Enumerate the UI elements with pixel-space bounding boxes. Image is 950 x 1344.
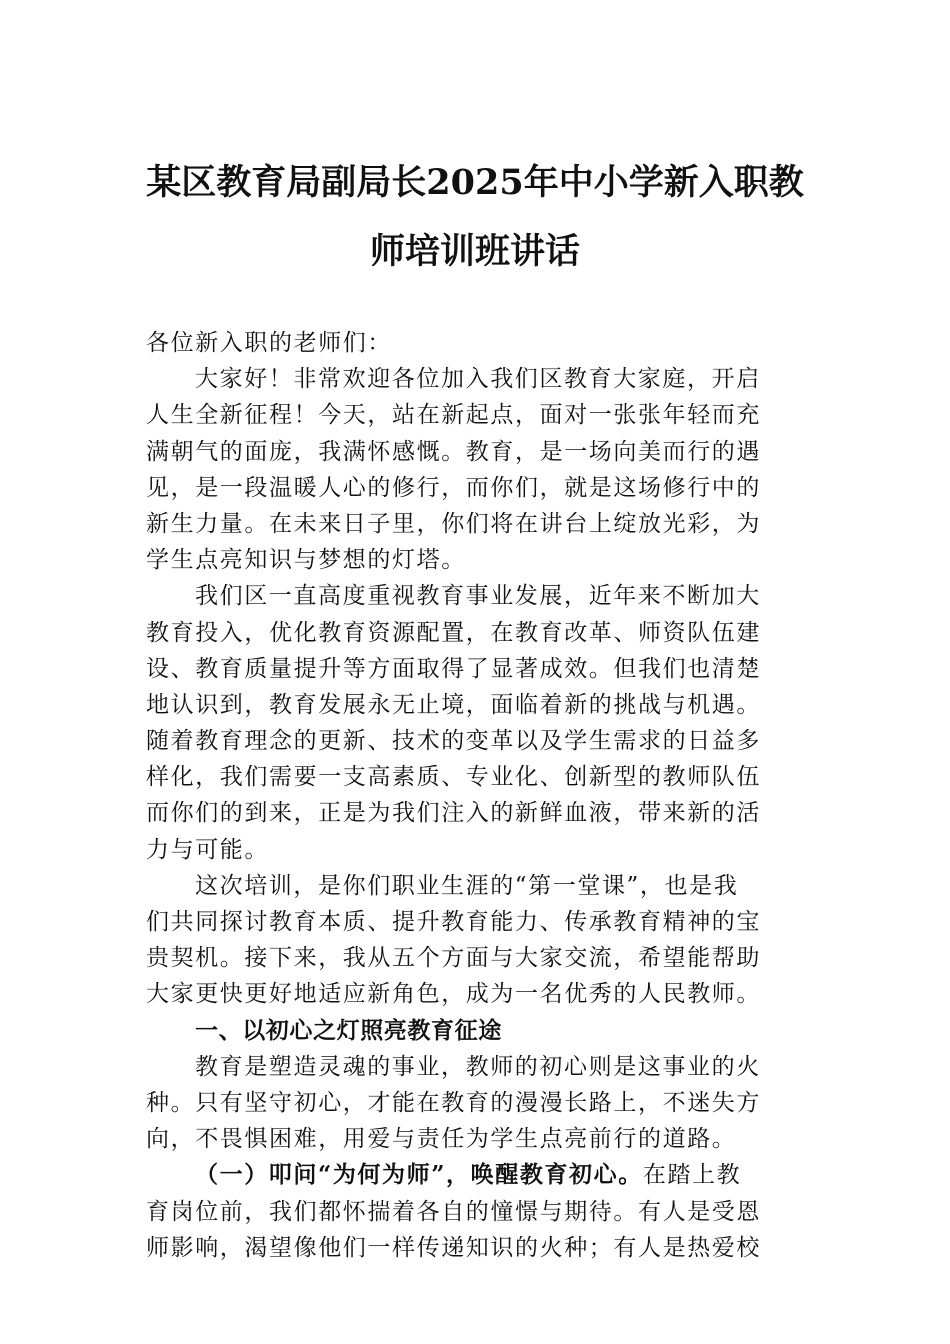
document-title-line-1: 某区教育局副局长2025年中小学新入职教 bbox=[146, 162, 804, 203]
paragraph-line: 师影响，渴望像他们一样传递知识的火种；有人是热爱校 bbox=[146, 1234, 761, 1261]
paragraph-line: 教育是塑造灵魂的事业，教师的初心则是这事业的火 bbox=[195, 1053, 761, 1080]
paragraph-line: 们共同探讨教育本质、提升教育能力、传承教育精神的宝 bbox=[146, 909, 761, 935]
paragraph-district-development bbox=[146, 578, 816, 868]
paragraph-line: 种。只有坚守初心，才能在教育的漫漫长路上，不迷失方 bbox=[146, 1089, 761, 1116]
paragraph-training-intro bbox=[146, 868, 816, 1013]
paragraph-line: 满朝气的面庞，我满怀感慨。教育，是一场向美而行的遇 bbox=[146, 438, 761, 465]
paragraph-line: 育岗位前，我们都怀揣着各自的憧憬与期待。有人是受恩 bbox=[146, 1198, 761, 1225]
paragraph-line-rest: 在踏上教 bbox=[642, 1162, 742, 1189]
paragraph-line: 大家好！非常欢迎各位加入我们区教育大家庭，开启 bbox=[195, 366, 761, 393]
paragraph-line: 设、教育质量提升等方面取得了显著成效。但我们也清楚 bbox=[146, 655, 761, 682]
paragraph-line: 人生全新征程！今天，站在新起点，面对一张张年轻而充 bbox=[146, 402, 761, 429]
paragraph-line: 这次培训，是你们职业生涯的“第一堂课”，也是我 bbox=[195, 872, 739, 899]
paragraph-line: 新生力量。在未来日子里，你们将在讲台上绽放光彩，为 bbox=[146, 510, 761, 537]
paragraph-line: 教育投入，优化教育资源配置，在教育改革、师资队伍建 bbox=[146, 619, 761, 646]
sub-heading-why-teach: （一）叩问“为何为师”，唤醒教育初心。 bbox=[195, 1161, 643, 1189]
paragraph-line: 地认识到，教育发展永无止境，面临着新的挑战与机遇。 bbox=[146, 691, 761, 718]
paragraph-line: 贵契机。接下来，我从五个方面与大家交流，希望能帮助 bbox=[146, 945, 761, 972]
paragraph-line: 向，不畏惧困难，用爱与责任为学生点亮前行的道路。 bbox=[146, 1126, 737, 1153]
paragraph-why-teach bbox=[146, 1157, 816, 1266]
paragraph-line: 力与可能。 bbox=[146, 836, 269, 863]
paragraph-line: 大家更快更好地适应新角色，成为一名优秀的人民教师。 bbox=[146, 981, 761, 1008]
paragraph-line: 样化，我们需要一支高素质、专业化、创新型的教师队伍 bbox=[146, 764, 761, 791]
paragraph-line: 我们区一直高度重视教育事业发展，近年来不断加大 bbox=[195, 583, 761, 610]
paragraph-line: 见，是一段温暖人心的修行，而你们，就是这场修行中的 bbox=[146, 474, 761, 501]
document-body bbox=[146, 325, 816, 1266]
paragraph-line: 而你们的到来，正是为我们注入的新鲜血液，带来新的活 bbox=[146, 800, 761, 827]
paragraph-line: 学生点亮知识与梦想的灯塔。 bbox=[146, 547, 466, 574]
document-title-line-2: 师培训班讲话 bbox=[369, 231, 580, 272]
greeting: 各位新入职的老师们： bbox=[146, 330, 392, 356]
paragraph-welcome bbox=[146, 361, 816, 578]
paragraph-original-aspiration bbox=[146, 1049, 816, 1158]
section-heading-1: 一、以初心之灯照亮教育征途 bbox=[195, 1017, 502, 1044]
paragraph-line: 随着教育理念的更新、技术的变革以及学生需求的日益多 bbox=[146, 728, 761, 755]
paragraph-line bbox=[146, 1157, 816, 1193]
